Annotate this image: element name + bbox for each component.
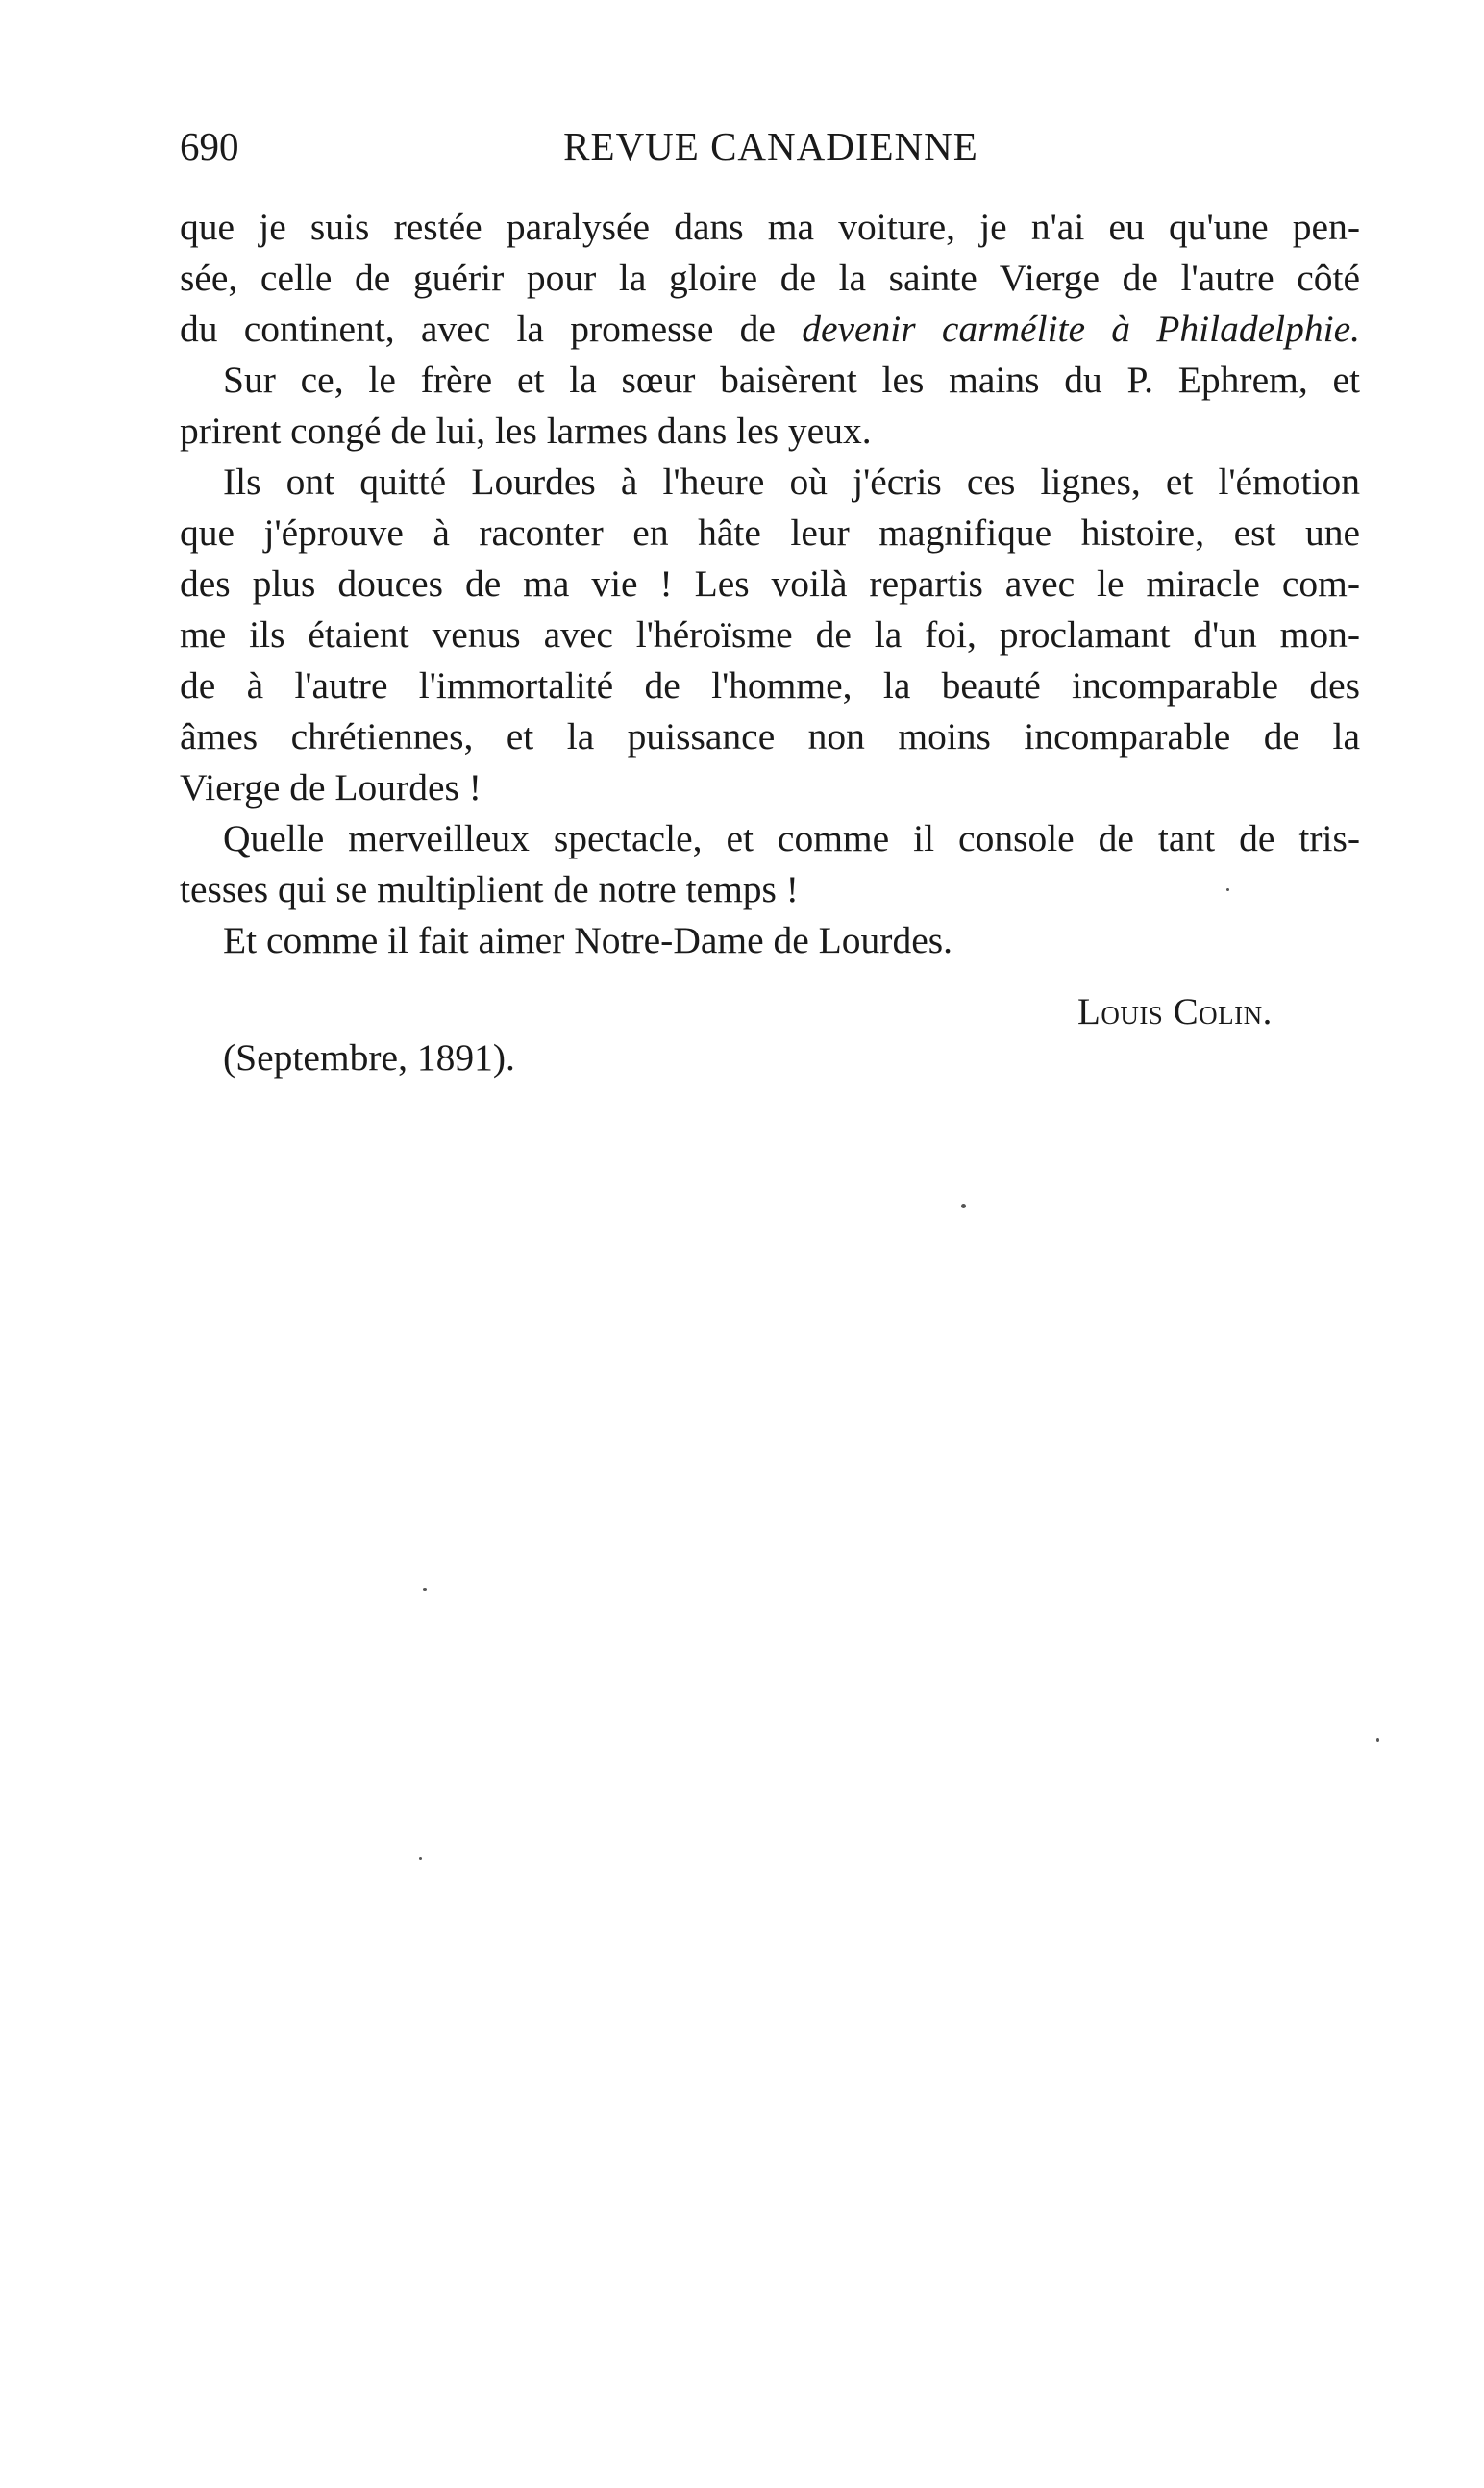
dateline: (Septembre, 1891). xyxy=(223,1036,515,1079)
text-line: que j'éprouve à raconter en hâte leur magnifique histoire, est une xyxy=(180,511,1360,554)
text-line: me ils étaient venus avec l'héroïsme de la foi, proclamant d'un mon- xyxy=(180,613,1360,656)
text-line: que je suis restée paralysée dans ma voiture, je n'ai eu qu'une pen- xyxy=(180,206,1360,248)
text-segment: du continent, avec la promesse de xyxy=(180,308,776,350)
journal-title: REVUE CANADIENNE xyxy=(563,124,978,168)
body-text xyxy=(180,202,1360,966)
page-number: 690 xyxy=(180,124,239,168)
text-line: des plus douces de ma vie ! Les voilà repartis avec le miracle com- xyxy=(180,562,1360,605)
print-speck xyxy=(423,1588,427,1591)
running-head xyxy=(180,117,1362,175)
author-signature: Louis Colin. xyxy=(1077,991,1273,1033)
print-speck xyxy=(419,1857,422,1860)
text-line: Ils ont quitté Lourdes à l'heure où j'écris ces lignes, et l'émotion xyxy=(223,460,1360,503)
print-speck xyxy=(961,1204,966,1208)
italic-phrase: devenir carmélite à Philadelphie. xyxy=(802,308,1361,350)
text-line: Quelle merveilleux spectacle, et comme il console de tant de tris- xyxy=(223,817,1360,859)
print-speck xyxy=(1376,1738,1379,1742)
text-line: de à l'autre l'immortalité de l'homme, la beauté incomparable des xyxy=(180,664,1360,707)
print-speck xyxy=(1226,888,1229,891)
text-line: Vierge de Lourdes ! xyxy=(180,766,482,809)
text-line xyxy=(180,304,1360,355)
text-line: sée, celle de guérir pour la gloire de la sainte Vierge de l'autre côté xyxy=(180,257,1360,299)
text-line: prirent congé de lui, les larmes dans les yeux. xyxy=(180,410,872,452)
text-line: âmes chrétiennes, et la puissance non moins incomparable de la xyxy=(180,715,1360,758)
text-line: tesses qui se multiplient de notre temps ! xyxy=(180,868,799,910)
text-line: Sur ce, le frère et la sœur baisèrent les mains du P. Ephrem, et xyxy=(223,359,1360,401)
text-line: Et comme il fait aimer Notre-Dame de Lourdes. xyxy=(223,919,952,961)
